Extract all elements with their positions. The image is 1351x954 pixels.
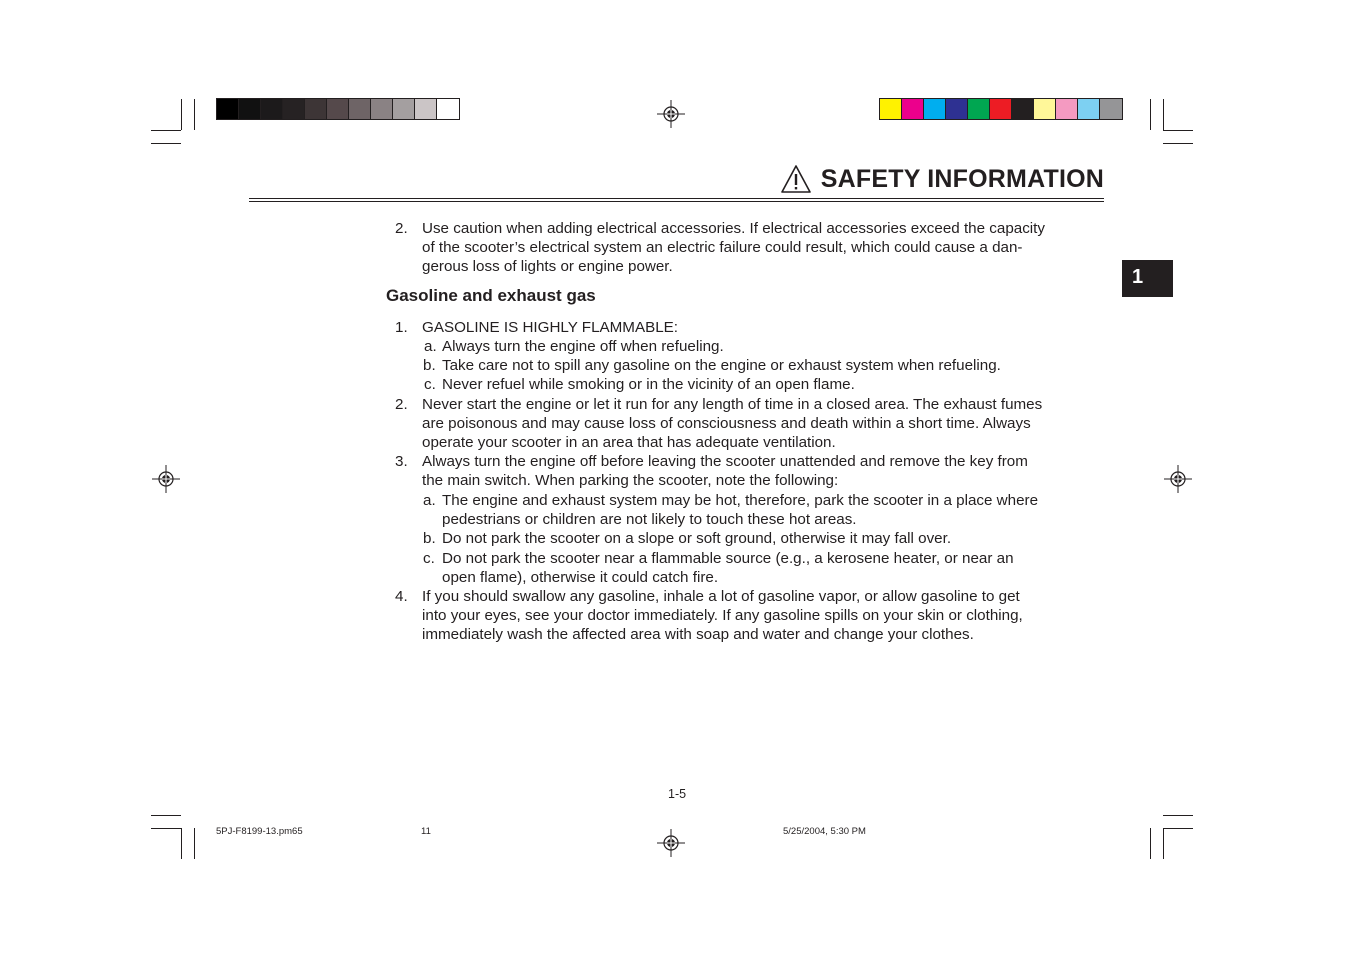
text-line: into your eyes, see your doctor immediately. If any gasoline spills on your skin or clothing,: [422, 607, 1023, 625]
text-line: Use caution when adding electrical accessories. If electrical accessories exceed the capacity: [422, 220, 1045, 237]
text-line: operate your scooter in an area that has adequate ventilation.: [422, 434, 836, 452]
text-line: If you should swallow any gasoline, inhale a lot of gasoline vapor, or allow gasoline to get: [422, 588, 1020, 605]
text-line: Do not park the scooter on a slope or soft ground, otherwise it may fall over.: [442, 530, 952, 547]
text-line: Always turn the engine off before leaving the scooter unattended and remove the key from: [422, 453, 1028, 470]
color-swatch: [437, 99, 459, 119]
text-line: open flame), otherwise it could catch fire.: [442, 569, 719, 587]
color-swatch: [1056, 99, 1078, 119]
slug-filename: 5PJ-F8199-13.pm65: [216, 826, 303, 837]
registration-mark-icon: [657, 829, 685, 857]
slug-date: 5/25/2004, 5:30 PM: [783, 826, 866, 837]
list-item: [389, 587, 1104, 645]
sub-letter: b.: [423, 530, 436, 547]
color-swatch: [239, 99, 261, 119]
color-swatch: [349, 99, 371, 119]
color-swatch: [393, 99, 415, 119]
text-line: pedestrians or children are not likely to touch these hot areas.: [442, 511, 857, 529]
color-swatch: [283, 99, 305, 119]
color-swatch-bar: [879, 98, 1123, 120]
color-swatch: [924, 99, 946, 119]
text-line: Do not park the scooter near a flammable source (e.g., a kerosene heater, or near an: [442, 550, 1014, 567]
color-swatch: [327, 99, 349, 119]
list-number: 3.: [395, 453, 408, 470]
page-number: 1-5: [668, 787, 687, 801]
text-line: Always turn the engine off when refueling.: [442, 338, 724, 355]
text-line: Take care not to spill any gasoline on the engine or exhaust system when refueling.: [442, 357, 1001, 374]
chapter-tab: 1: [1122, 260, 1173, 297]
sub-item: [423, 491, 1104, 529]
grayscale-swatch-bar: [216, 98, 460, 120]
warning-triangle-icon: [780, 164, 812, 194]
color-swatch: [968, 99, 990, 119]
color-swatch: [217, 99, 239, 119]
page-title: SAFETY INFORMATION: [820, 164, 1104, 193]
color-swatch: [1100, 99, 1122, 119]
sub-item: [423, 356, 1104, 375]
color-swatch: [1078, 99, 1100, 119]
sub-letter: a.: [423, 492, 436, 509]
sub-letter: b.: [423, 357, 436, 374]
text-line: The engine and exhaust system may be hot, therefore, park the scooter in a place where: [442, 492, 1039, 509]
registration-mark-icon: [657, 100, 685, 128]
color-swatch: [415, 99, 437, 119]
list-number: 1.: [395, 319, 408, 336]
list-item: [389, 219, 1104, 277]
color-swatch: [1012, 99, 1034, 119]
color-swatch: [1034, 99, 1056, 119]
sub-item: [423, 375, 1104, 394]
slug-page: 11: [421, 826, 431, 837]
sub-letter: c.: [424, 376, 436, 393]
text-line: Never start the engine or let it run for any length of time in a closed area. The exhaust fumes: [422, 396, 1043, 413]
sub-item: [423, 337, 1104, 356]
list-item: [389, 318, 1104, 337]
color-swatch: [990, 99, 1012, 119]
header-rule: [249, 198, 1104, 199]
registration-mark-icon: [152, 465, 180, 493]
list-number: 2.: [395, 396, 408, 413]
text-line: of the scooter’s electrical system an electric failure could result, which could cause a dan-: [422, 239, 1023, 257]
text-line: the main switch. When parking the scooter, note the following:: [422, 472, 839, 490]
color-swatch: [880, 99, 902, 119]
color-swatch: [946, 99, 968, 119]
list-number: 4.: [395, 588, 408, 605]
list-number: 2.: [395, 220, 408, 237]
page-header: [770, 162, 1104, 196]
color-swatch: [261, 99, 283, 119]
header-rule: [249, 201, 1104, 202]
text-line: GASOLINE IS HIGHLY FLAMMABLE:: [422, 319, 679, 336]
text-line: gerous loss of lights or engine power.: [422, 258, 673, 276]
sub-item: [423, 549, 1104, 587]
text-line: immediately wash the affected area with soap and water and change your clothes.: [422, 626, 974, 644]
registration-mark-icon: [1164, 465, 1192, 493]
text-line: are poisonous and may cause loss of consciousness and death within a short time. Always: [422, 415, 1031, 433]
sub-item: [423, 529, 1104, 548]
list-item: [389, 395, 1104, 453]
text-line: Never refuel while smoking or in the vicinity of an open flame.: [442, 376, 855, 393]
section-heading: Gasoline and exhaust gas: [386, 286, 596, 305]
color-swatch: [371, 99, 393, 119]
sub-letter: a.: [424, 338, 437, 355]
color-swatch: [305, 99, 327, 119]
color-swatch: [902, 99, 924, 119]
list-item: [389, 452, 1104, 490]
sub-letter: c.: [423, 550, 435, 567]
